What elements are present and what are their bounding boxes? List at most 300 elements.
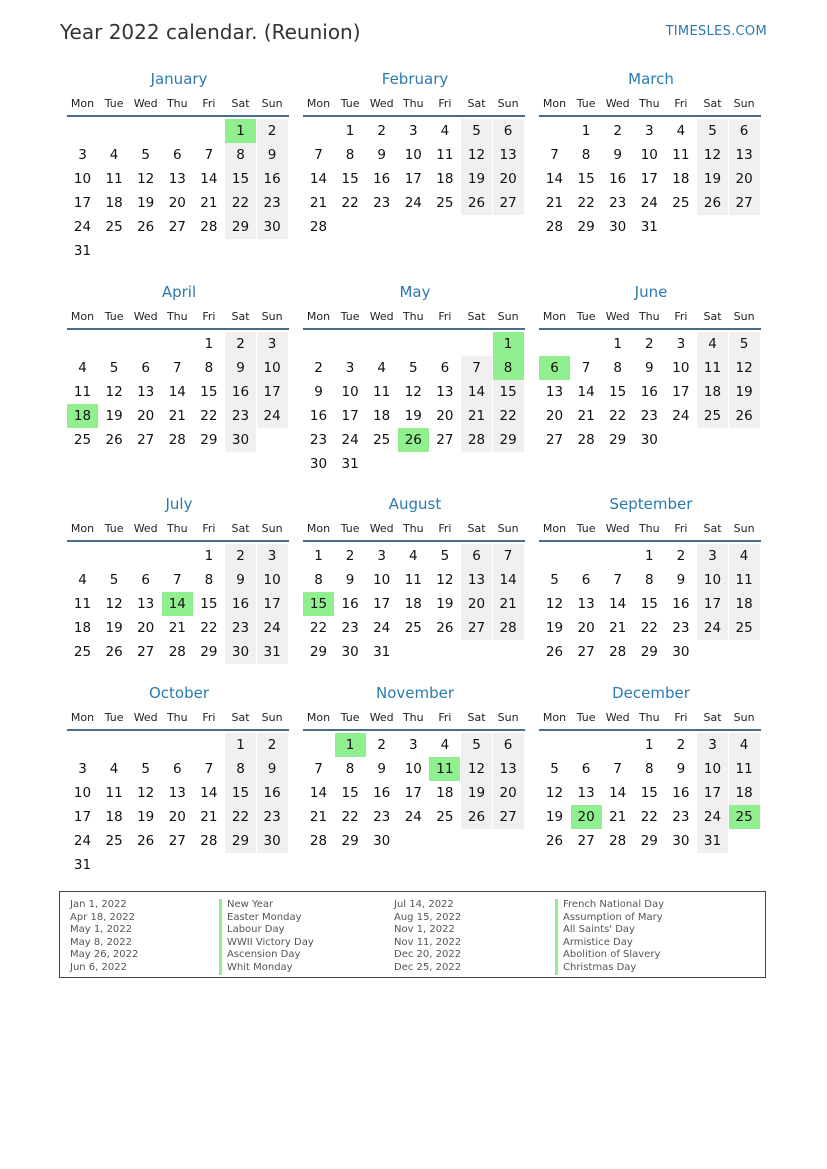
day-cell: 21 <box>461 404 492 428</box>
month-name: October <box>148 684 210 702</box>
day-cell: 13 <box>729 143 760 167</box>
day-cell: 18 <box>105 195 123 211</box>
day-cell: 17 <box>373 596 391 612</box>
day-cell: 19 <box>105 408 123 424</box>
day-cell: 12 <box>545 785 564 801</box>
day-cell: 2 <box>257 733 288 757</box>
day-cell: 12 <box>461 757 492 781</box>
day-cell: 3 <box>377 548 386 564</box>
month-rule <box>303 115 525 117</box>
day-cell: 26 <box>105 644 123 660</box>
holiday-date: Dec 20, 2022 <box>394 949 462 961</box>
day-cell: 16 <box>373 171 391 187</box>
weekday-header: Wed <box>369 711 394 724</box>
day-cell: 15 <box>493 380 524 404</box>
day-cell: 12 <box>105 384 123 400</box>
month-rule <box>67 540 289 542</box>
day-cell: 14 <box>200 171 218 187</box>
day-cell: 13 <box>168 171 186 187</box>
day-cell: 5 <box>461 733 492 757</box>
day-cell: 17 <box>257 592 288 616</box>
day-cell: 4 <box>78 572 87 588</box>
day-cell: 23 <box>257 805 288 829</box>
weekday-header: Mon <box>306 97 331 110</box>
holiday-day-cell: 6 <box>539 356 570 380</box>
weekday-header: Mon <box>542 711 567 724</box>
holiday-name: Ascension Day <box>227 949 301 961</box>
weekday-header: Mon <box>542 97 567 110</box>
day-cell: 21 <box>493 592 524 616</box>
day-cell: 29 <box>493 428 524 452</box>
day-cell: 15 <box>200 596 218 612</box>
day-cell: 23 <box>225 404 256 428</box>
day-cell: 9 <box>257 757 288 781</box>
weekday-header: Fri <box>674 711 688 724</box>
day-cell: 3 <box>697 544 728 568</box>
day-cell: 20 <box>493 167 524 191</box>
day-cell: 2 <box>377 123 386 139</box>
day-cell: 31 <box>73 857 92 873</box>
day-cell: 10 <box>373 572 391 588</box>
day-cell: 30 <box>225 640 256 664</box>
day-cell: 23 <box>672 809 690 825</box>
holiday-name: All Saints' Day <box>563 924 635 936</box>
day-cell: 9 <box>314 384 323 400</box>
day-cell: 26 <box>545 833 564 849</box>
day-cell: 1 <box>645 737 654 753</box>
weekday-header: Sun <box>497 522 519 535</box>
weekday-header: Tue <box>576 97 596 110</box>
day-cell: 12 <box>105 596 123 612</box>
day-cell: 24 <box>73 219 92 235</box>
day-cell: 23 <box>341 620 359 636</box>
day-cell: 27 <box>168 219 186 235</box>
holiday-name: Labour Day <box>227 924 285 936</box>
day-cell: 17 <box>257 380 288 404</box>
day-cell: 6 <box>440 360 450 376</box>
month-rule <box>303 729 525 731</box>
day-cell: 18 <box>73 620 92 636</box>
day-cell: 6 <box>141 360 150 376</box>
day-cell: 1 <box>613 336 622 352</box>
day-cell: 22 <box>200 620 218 636</box>
day-cell: 22 <box>493 404 524 428</box>
day-cell: 16 <box>309 408 328 424</box>
day-cell: 26 <box>105 432 123 448</box>
day-cell: 2 <box>225 332 256 356</box>
day-cell: 20 <box>493 781 524 805</box>
day-cell: 24 <box>257 616 288 640</box>
day-cell: 31 <box>640 219 658 235</box>
day-cell: 19 <box>137 809 155 825</box>
day-cell: 16 <box>672 785 690 801</box>
day-cell: 11 <box>404 572 422 588</box>
weekday-header: Tue <box>340 310 360 323</box>
holiday-day-cell: 18 <box>67 404 98 428</box>
day-cell: 9 <box>225 356 256 380</box>
day-cell: 26 <box>137 219 155 235</box>
weekday-header: Tue <box>576 310 596 323</box>
day-cell: 27 <box>729 191 760 215</box>
day-cell: 12 <box>461 143 492 167</box>
day-cell: 3 <box>645 123 654 139</box>
day-cell: 10 <box>73 171 92 187</box>
weekday-header: Mon <box>306 711 331 724</box>
month-rule <box>539 729 761 731</box>
month-name: June <box>634 283 668 301</box>
weekday-header: Fri <box>202 310 216 323</box>
day-cell: 19 <box>545 809 564 825</box>
day-cell: 24 <box>404 809 422 825</box>
day-cell: 28 <box>200 833 218 849</box>
day-cell: 14 <box>609 785 627 801</box>
month-rule <box>303 328 525 330</box>
day-cell: 16 <box>373 785 391 801</box>
day-cell: 9 <box>377 761 386 777</box>
day-cell: 3 <box>409 737 418 753</box>
day-cell: 29 <box>225 829 256 853</box>
day-cell: 1 <box>314 548 323 564</box>
day-cell: 6 <box>173 761 182 777</box>
day-cell: 8 <box>225 757 256 781</box>
day-cell: 31 <box>257 640 288 664</box>
month-name: December <box>612 684 690 702</box>
day-cell: 11 <box>729 757 760 781</box>
day-cell: 22 <box>200 408 218 424</box>
weekday-header: Mon <box>70 310 95 323</box>
day-cell: 15 <box>341 785 359 801</box>
day-cell: 26 <box>545 644 564 660</box>
holiday-name: Armistice Day <box>563 936 633 948</box>
day-cell: 10 <box>73 785 92 801</box>
holiday-day-cell: 1 <box>493 332 524 356</box>
weekday-header: Tue <box>104 310 124 323</box>
day-cell: 30 <box>257 215 288 239</box>
holiday-name: New Year <box>227 899 274 910</box>
holiday-dates-left <box>70 899 138 975</box>
day-cell: 11 <box>436 147 454 163</box>
day-cell: 4 <box>109 761 119 777</box>
day-cell: 28 <box>609 644 627 660</box>
day-cell: 14 <box>493 568 524 592</box>
day-cell: 17 <box>697 592 728 616</box>
day-cell: 6 <box>493 119 524 143</box>
weekday-header: Thu <box>638 310 660 323</box>
day-cell: 28 <box>493 616 524 640</box>
day-cell: 28 <box>461 428 492 452</box>
day-cell: 12 <box>697 143 728 167</box>
day-cell: 24 <box>257 404 288 428</box>
holiday-names-left <box>227 899 314 975</box>
day-cell: 7 <box>581 360 591 376</box>
day-cell: 3 <box>257 332 288 356</box>
day-cell: 8 <box>613 360 622 376</box>
day-cell: 19 <box>697 167 728 191</box>
day-cell: 5 <box>440 548 450 564</box>
day-cell: 23 <box>609 195 627 211</box>
day-cell: 2 <box>225 544 256 568</box>
weekday-header: Sun <box>733 97 755 110</box>
day-cell: 24 <box>697 805 728 829</box>
day-cell: 29 <box>309 644 328 660</box>
day-cell: 20 <box>577 620 595 636</box>
weekday-header: Wed <box>369 310 394 323</box>
day-cell: 11 <box>697 356 728 380</box>
weekday-header: Sat <box>231 97 250 110</box>
holiday-date: Nov 11, 2022 <box>394 936 462 948</box>
day-cell: 26 <box>436 620 454 636</box>
day-cell: 13 <box>461 568 492 592</box>
day-cell: 12 <box>436 572 454 588</box>
day-cell: 17 <box>404 785 422 801</box>
day-cell: 7 <box>173 572 182 588</box>
day-cell: 15 <box>640 596 658 612</box>
day-cell: 30 <box>373 833 391 849</box>
holiday-date: May 1, 2022 <box>70 924 133 936</box>
day-cell: 2 <box>676 548 686 564</box>
month-name: September <box>609 495 693 513</box>
day-cell: 27 <box>545 432 564 448</box>
weekday-header: Wed <box>133 522 158 535</box>
month-name: March <box>628 70 674 88</box>
day-cell: 4 <box>440 737 450 753</box>
month-rule <box>539 328 761 330</box>
day-cell: 22 <box>225 805 256 829</box>
weekday-header: Sun <box>261 711 283 724</box>
day-cell: 7 <box>493 544 524 568</box>
month-rule <box>303 540 525 542</box>
day-cell: 10 <box>257 356 288 380</box>
day-cell: 15 <box>225 781 256 805</box>
day-cell: 8 <box>345 147 355 163</box>
day-cell: 1 <box>645 548 654 564</box>
holiday-date: Jul 14, 2022 <box>394 899 454 910</box>
holiday-day-cell: 1 <box>225 119 256 143</box>
day-cell: 7 <box>204 147 214 163</box>
day-cell: 16 <box>257 781 288 805</box>
day-cell: 10 <box>404 147 422 163</box>
weekday-header: Mon <box>70 711 95 724</box>
weekday-header: Wed <box>605 711 630 724</box>
day-cell: 18 <box>105 809 123 825</box>
day-cell: 13 <box>545 384 564 400</box>
day-cell: 26 <box>461 805 492 829</box>
weekday-header: Sun <box>261 97 283 110</box>
weekday-header: Sat <box>467 711 486 724</box>
day-cell: 3 <box>78 761 87 777</box>
day-cell: 17 <box>341 408 359 424</box>
day-cell: 25 <box>697 404 728 428</box>
holiday-names-right <box>563 899 664 975</box>
day-cell: 7 <box>314 147 323 163</box>
day-cell: 26 <box>461 191 492 215</box>
day-cell: 18 <box>436 171 454 187</box>
day-cell: 8 <box>645 761 654 777</box>
weekday-header: Thu <box>402 522 424 535</box>
day-cell: 13 <box>137 384 155 400</box>
day-cell: 24 <box>341 432 359 448</box>
day-cell: 25 <box>73 432 92 448</box>
month-rule <box>539 540 761 542</box>
day-cell: 21 <box>609 620 627 636</box>
day-cell: 5 <box>109 360 119 376</box>
day-cell: 18 <box>729 781 760 805</box>
day-cell: 7 <box>613 572 622 588</box>
weekday-header: Fri <box>438 310 452 323</box>
weekday-header: Sat <box>231 711 250 724</box>
month-rule <box>539 115 761 117</box>
day-cell: 4 <box>676 123 686 139</box>
weekday-header: Sat <box>467 97 486 110</box>
day-cell: 29 <box>640 644 658 660</box>
day-cell: 21 <box>200 809 218 825</box>
weekday-header: Fri <box>674 97 688 110</box>
day-cell: 5 <box>109 572 119 588</box>
day-cell: 21 <box>200 195 218 211</box>
day-cell: 22 <box>577 195 595 211</box>
weekday-header: Thu <box>402 310 424 323</box>
day-cell: 25 <box>729 616 760 640</box>
weekday-header: Sun <box>497 711 519 724</box>
day-cell: 15 <box>640 785 658 801</box>
day-cell: 19 <box>137 195 155 211</box>
day-cell: 3 <box>676 336 686 352</box>
weekday-header: Sun <box>733 310 755 323</box>
day-cell: 31 <box>373 644 391 660</box>
day-cell: 11 <box>672 147 690 163</box>
day-cell: 28 <box>609 833 627 849</box>
weekday-header: Sat <box>703 310 722 323</box>
day-cell: 6 <box>493 733 524 757</box>
day-cell: 11 <box>105 785 123 801</box>
holiday-name: Whit Monday <box>227 961 293 973</box>
month-name: November <box>375 684 455 702</box>
day-cell: 13 <box>577 596 595 612</box>
weekday-header: Tue <box>104 522 124 535</box>
site-link[interactable]: TIMESLES.COM <box>665 24 767 39</box>
weekday-header: Wed <box>369 522 394 535</box>
day-cell: 3 <box>345 360 355 376</box>
day-cell: 5 <box>729 332 760 356</box>
day-cell: 15 <box>225 167 256 191</box>
day-cell: 2 <box>314 360 323 376</box>
day-cell: 3 <box>409 123 418 139</box>
day-cell: 8 <box>225 143 256 167</box>
day-cell: 24 <box>697 616 728 640</box>
day-cell: 5 <box>697 119 728 143</box>
day-cell: 16 <box>225 592 256 616</box>
weekday-header: Wed <box>605 97 630 110</box>
day-cell: 9 <box>645 360 654 376</box>
day-cell: 3 <box>697 733 728 757</box>
day-cell: 7 <box>461 356 492 380</box>
day-cell: 21 <box>309 195 328 211</box>
weekday-header: Fri <box>438 97 452 110</box>
weekday-header: Sat <box>231 522 250 535</box>
weekday-header: Sun <box>733 522 755 535</box>
holiday-day-cell: 1 <box>335 733 366 757</box>
day-cell: 31 <box>697 829 728 853</box>
day-cell: 23 <box>640 408 658 424</box>
day-cell: 1 <box>204 336 214 352</box>
day-cell: 10 <box>640 147 658 163</box>
day-cell: 5 <box>550 761 559 777</box>
day-cell: 9 <box>257 143 288 167</box>
day-cell: 30 <box>341 644 359 660</box>
day-cell: 19 <box>105 620 123 636</box>
day-cell: 6 <box>173 147 182 163</box>
day-cell: 4 <box>78 360 87 376</box>
day-cell: 20 <box>168 809 186 825</box>
day-cell: 12 <box>545 596 564 612</box>
day-cell: 8 <box>345 761 355 777</box>
holiday-date: Dec 25, 2022 <box>394 961 462 973</box>
day-cell: 12 <box>137 785 155 801</box>
day-cell: 30 <box>609 219 627 235</box>
day-cell: 16 <box>640 384 658 400</box>
weekday-header: Wed <box>133 310 158 323</box>
day-cell: 27 <box>493 191 524 215</box>
month-rule <box>67 328 289 330</box>
day-cell: 17 <box>73 195 92 211</box>
weekday-header: Wed <box>133 97 158 110</box>
holiday-day-cell: 8 <box>493 356 524 380</box>
day-cell: 17 <box>73 809 92 825</box>
holiday-day-cell: 14 <box>162 592 193 616</box>
month-rule <box>67 115 289 117</box>
day-cell: 21 <box>545 195 564 211</box>
weekday-header: Tue <box>104 97 124 110</box>
day-cell: 9 <box>613 147 622 163</box>
day-cell: 28 <box>168 644 186 660</box>
day-cell: 23 <box>257 191 288 215</box>
holiday-name: French National Day <box>563 899 665 910</box>
day-cell: 20 <box>137 408 155 424</box>
day-cell: 21 <box>577 408 595 424</box>
weekday-header: Sun <box>261 310 283 323</box>
day-cell: 21 <box>168 620 186 636</box>
weekday-header: Tue <box>340 97 360 110</box>
day-cell: 31 <box>73 243 92 259</box>
day-cell: 7 <box>314 761 323 777</box>
weekday-header: Sun <box>261 522 283 535</box>
holiday-day-cell: 25 <box>729 805 760 829</box>
weekday-header: Tue <box>340 711 360 724</box>
month-name: February <box>381 70 449 88</box>
day-cell: 2 <box>645 336 654 352</box>
weekday-header: Wed <box>605 522 630 535</box>
day-cell: 6 <box>461 544 492 568</box>
day-cell: 3 <box>78 147 87 163</box>
day-cell: 27 <box>577 644 595 660</box>
day-cell: 10 <box>697 568 728 592</box>
day-cell: 31 <box>341 456 359 472</box>
day-cell: 13 <box>493 143 524 167</box>
day-cell: 10 <box>341 384 359 400</box>
day-cell: 20 <box>137 620 155 636</box>
weekday-header: Thu <box>166 522 188 535</box>
day-cell: 5 <box>141 147 150 163</box>
day-cell: 12 <box>137 171 155 187</box>
day-cell: 11 <box>729 568 760 592</box>
day-cell: 30 <box>672 833 690 849</box>
day-cell: 22 <box>309 620 328 636</box>
day-cell: 28 <box>309 219 328 235</box>
day-cell: 9 <box>377 147 386 163</box>
day-cell: 21 <box>168 408 186 424</box>
day-cell: 16 <box>225 380 256 404</box>
day-cell: 8 <box>314 572 323 588</box>
